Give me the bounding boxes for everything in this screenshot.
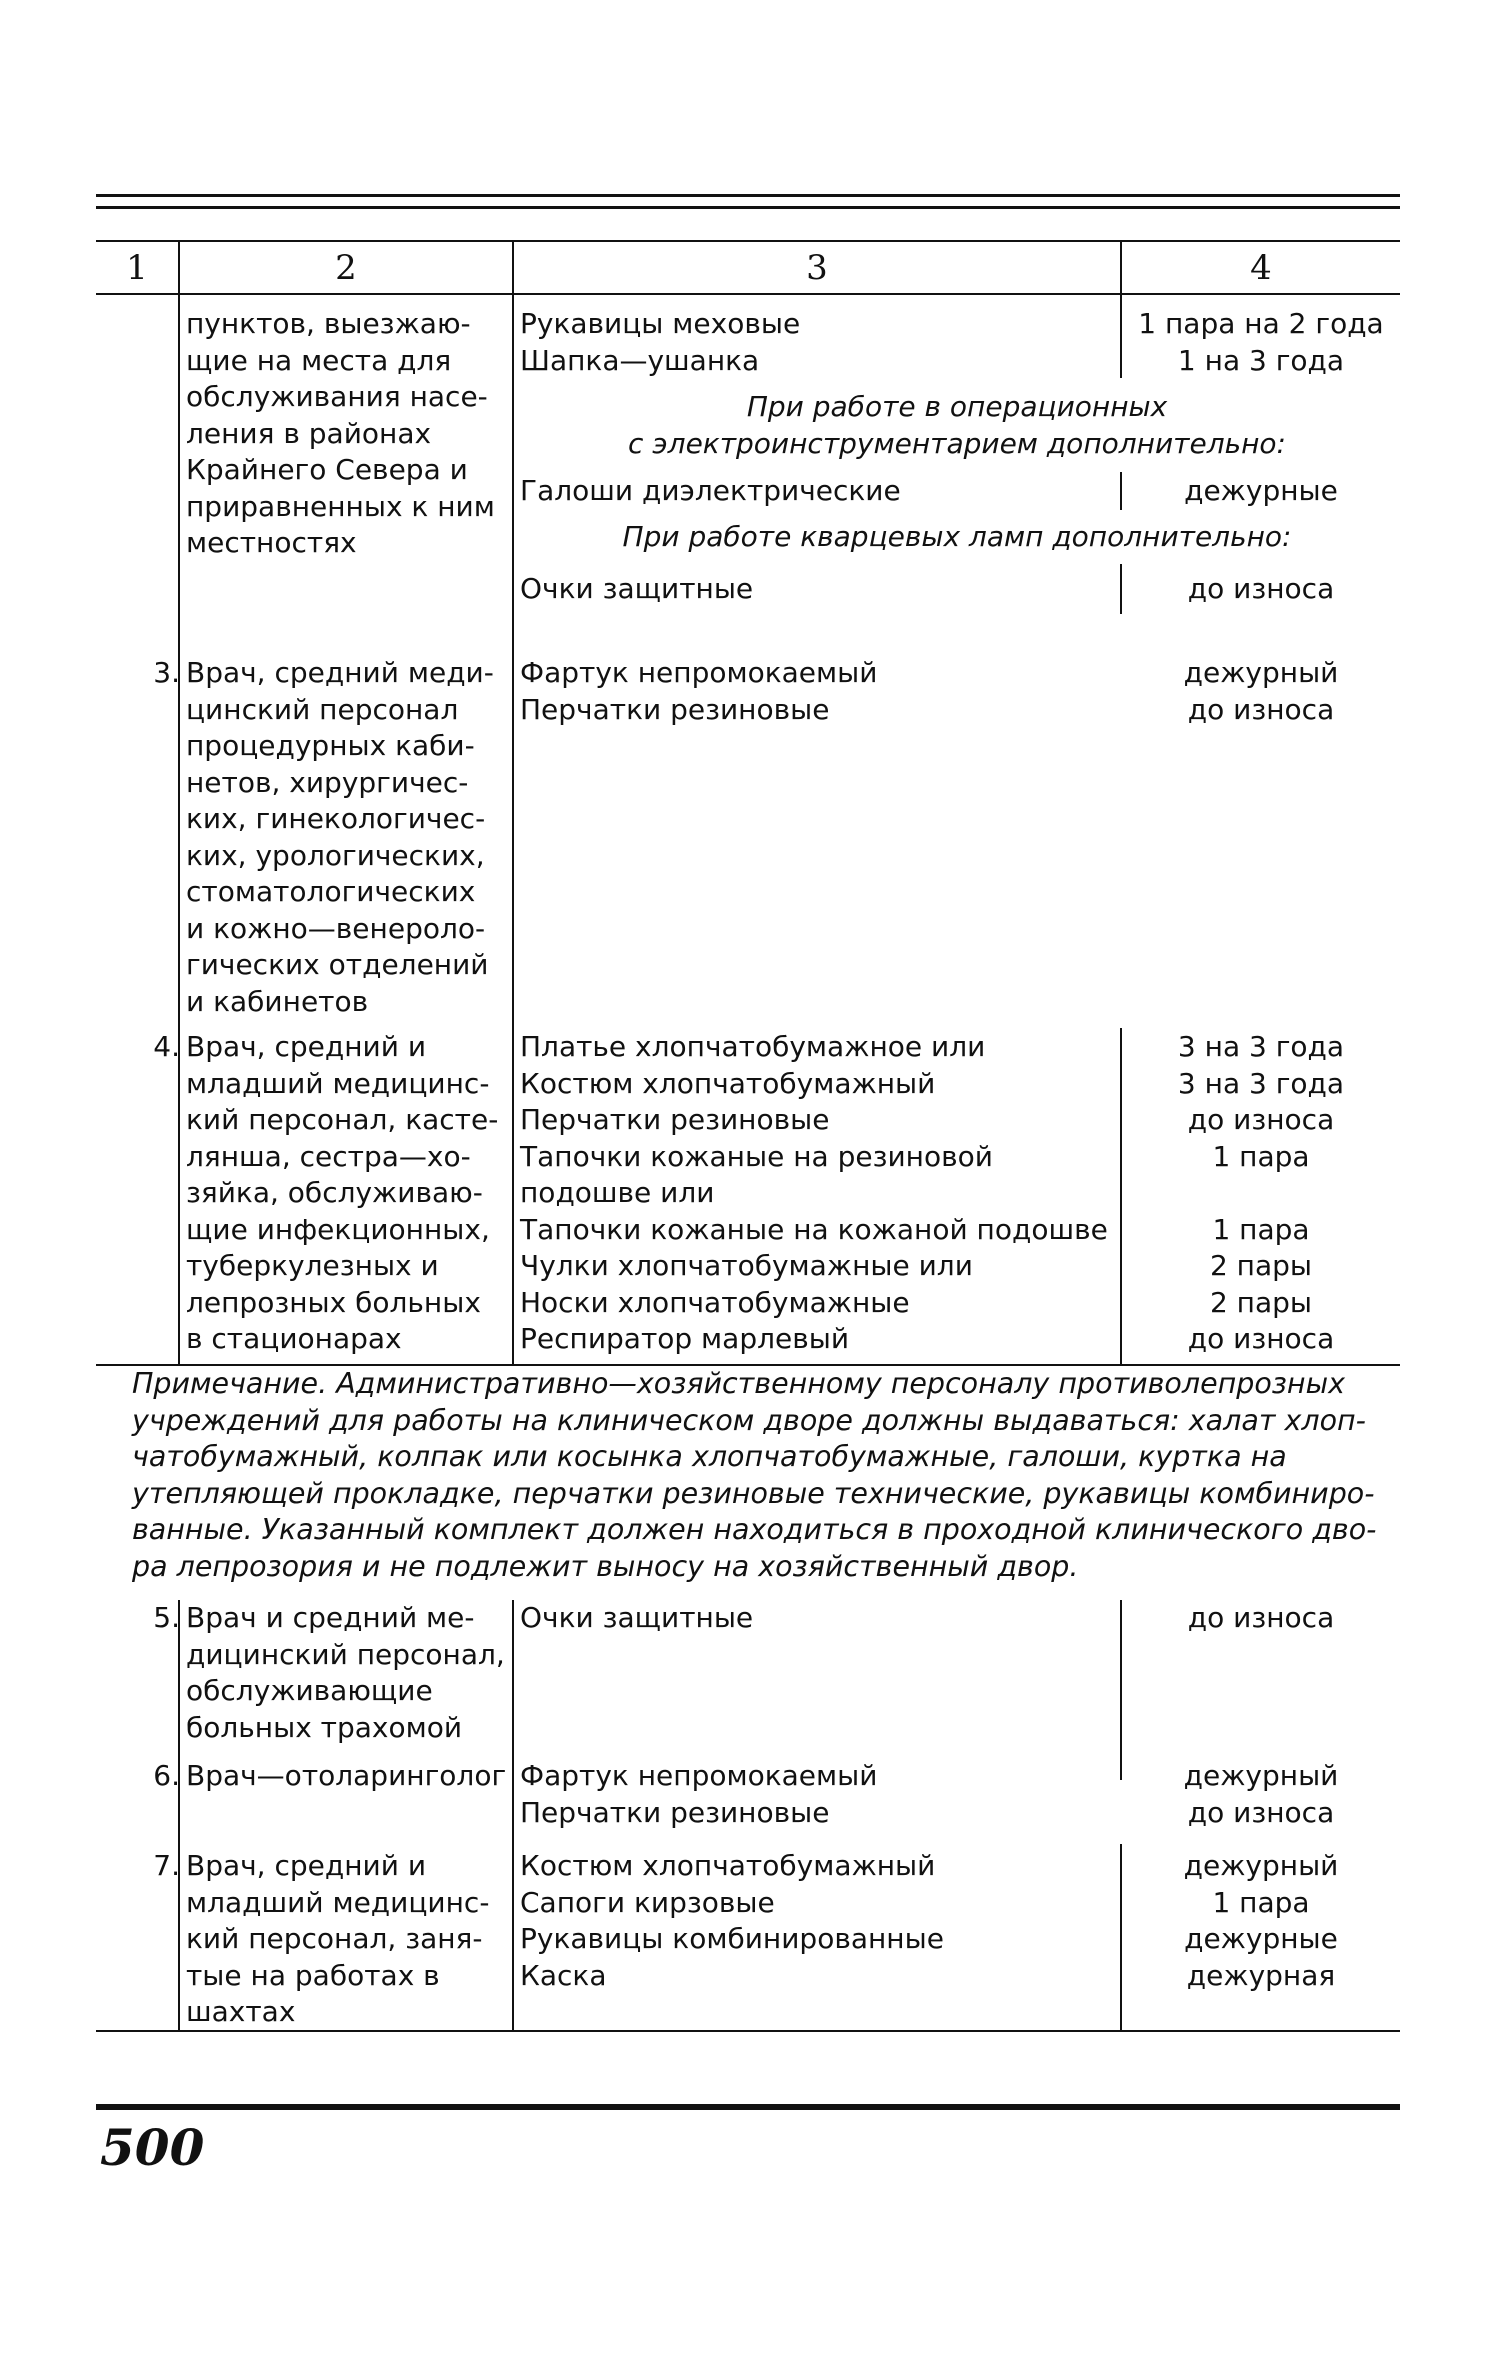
header-bottom-border — [96, 293, 1400, 295]
item-galoshes: Галоши диэлектрические — [520, 474, 901, 507]
col-divider-1 — [178, 240, 180, 1364]
top-rule — [96, 194, 1400, 197]
row-7-terms: дежурный 1 пара дежурные дежурная — [1183, 1849, 1339, 1992]
note-quartz: При работе кварцевых ламп дополнительно: — [622, 520, 1292, 553]
row-6-items: Фартук непромокаемый Перчатки резиновые — [520, 1759, 878, 1829]
header-col-3: 3 — [806, 248, 828, 288]
bottom-rule — [96, 2104, 1400, 2110]
row-6-number: 6. — [153, 1759, 180, 1792]
continued-row-items: Рукавицы меховые Шапка—ушанка — [520, 307, 801, 377]
header-col-2: 2 — [335, 248, 357, 288]
row-5-description: Врач и средний ме- дицинский персонал, обслуживающие больных трахомой — [186, 1601, 505, 1744]
row-7-number: 7. — [153, 1849, 180, 1882]
item-glasses: Очки защитные — [520, 572, 754, 605]
continued-row-description: пунктов, выезжаю- щие на места для обслуживания насе- ления в районах Крайнего Севера и приравненных к ним местностях — [186, 307, 495, 559]
row-5-number: 5. — [153, 1601, 180, 1634]
col-divider-1-lower — [178, 1600, 180, 2030]
row-4-terms: 3 на 3 года 3 на 3 года до износа 1 пара 1 пара 2 пары 2 пары до износа — [1177, 1030, 1345, 1355]
row-3-items: Фартук непромокаемый Перчатки резиновые — [520, 656, 878, 726]
row-4-description: Врач, средний и младший медицинс- кий персонал, касте- лянша, сестра—хо- зяйка, обслуживаю- щие инфекционных, туберкулезных и лепрозных больных в стационарах — [186, 1030, 499, 1355]
row-6-description: Врач—отоларинголог — [186, 1759, 507, 1792]
term-galoshes: дежурные — [1184, 474, 1338, 507]
row-4-items: Платье хлопчатобумажное или Костюм хлопчатобумажный Перчатки резиновые Тапочки кожаные на резиновой подошве или Тапочки кожаные на кожаной подошве Чулки хлопчатобумажные или Носки хлопчатобумажные Респиратор марлевый — [520, 1030, 1108, 1355]
col-divider-2-lower — [512, 1600, 514, 2030]
row-4-number: 4. — [153, 1030, 180, 1063]
row-3-number: 3. — [153, 656, 180, 689]
row-3-description: Врач, средний меди- цинский персонал процедурных каби- нетов, хирургичес- ких, гинекологичес- ких, урологических, стоматологических и кожно—венероло- гических отделений и кабинетов — [186, 656, 494, 1018]
page-number: 500 — [100, 2118, 205, 2177]
note-operating: При работе в операционных с электроинструментарием дополнительно: — [628, 390, 1286, 460]
continued-row-terms: 1 пара на 2 года 1 на 3 года — [1138, 307, 1384, 377]
row-3-terms: дежурный до износа — [1183, 656, 1339, 726]
row-5-items: Очки защитные — [520, 1601, 754, 1634]
term-glasses: до износа — [1187, 572, 1335, 605]
row-5-terms: до износа — [1187, 1601, 1335, 1634]
row-7-items: Костюм хлопчатобумажный Сапоги кирзовые Рукавицы комбинированные Каска — [520, 1849, 944, 1992]
row-6-terms: дежурный до износа — [1183, 1759, 1339, 1829]
footnote: Примечание. Административно—хозяйственному персоналу противолепрозных учреждений для работы на клиническом дворе должны выдаваться: халат хлоп- чатобумажный, колпак или косынка хлопчатобумажные, галоши, куртка на утепляющей прокладке, перчатки резиновые технические, рукавицы комбиниро- ванные. Указанный комплект должен находиться в проходной клинического дво- ра лепрозория и не подлежит выносу на хозяйственный двор. — [132, 1367, 1377, 1583]
table-top-border — [96, 240, 1400, 242]
row-7-description: Врач, средний и младший медицинс- кий персонал, заня- тые на работах в шахтах — [186, 1849, 490, 2028]
top-rule-second — [96, 206, 1400, 209]
header-col-4: 4 — [1250, 248, 1272, 288]
header-col-1: 1 — [126, 248, 148, 288]
